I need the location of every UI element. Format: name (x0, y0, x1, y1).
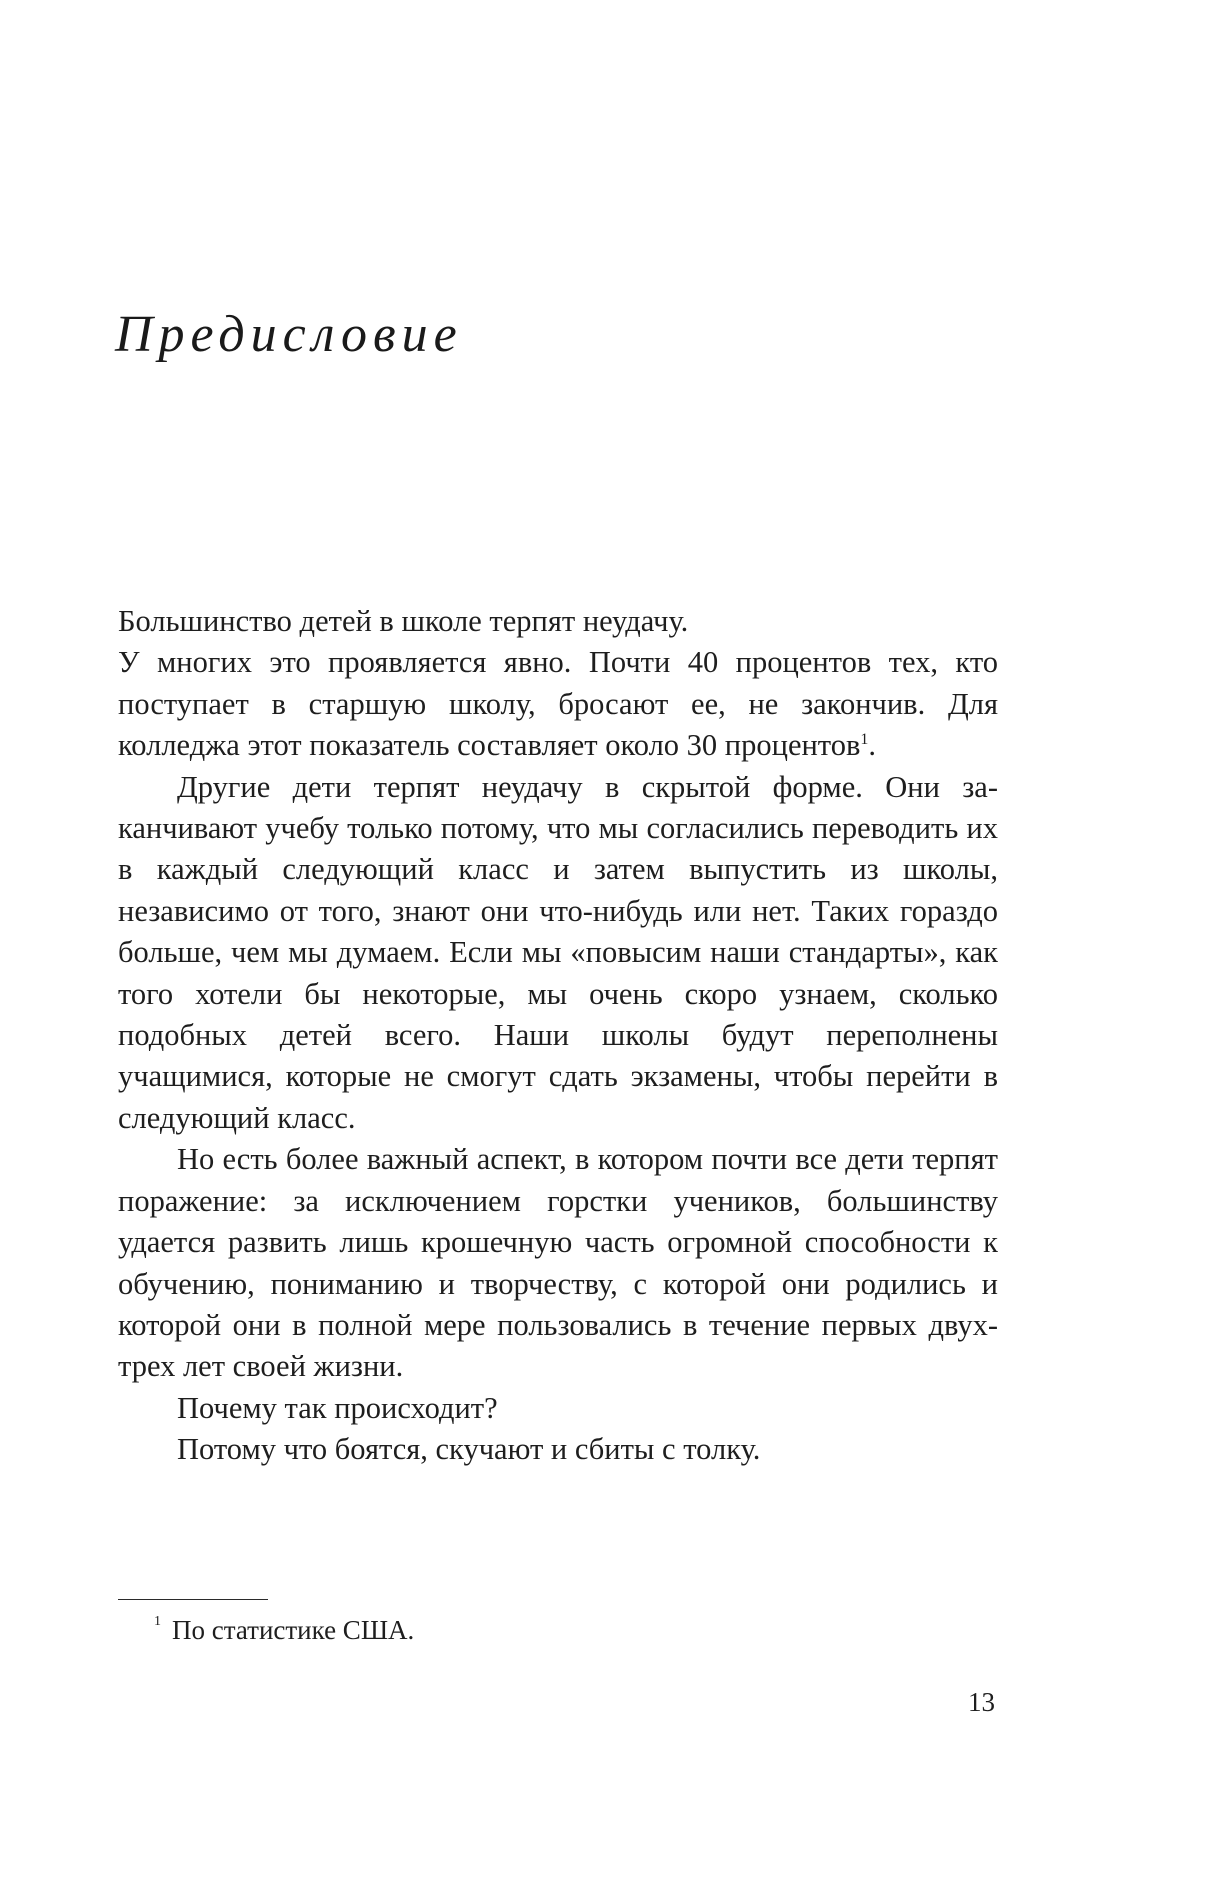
paragraph-text: Потому что боятся, скучают и сбиты с толку. (177, 1432, 761, 1467)
paragraph-text: Большинство детей в школе терпят неудачу. (118, 604, 689, 638)
footnote-mark: 1 (154, 1614, 161, 1629)
footnote-text: По статистике США. (172, 1615, 415, 1645)
paragraph (118, 642, 998, 766)
chapter-title: Предисловие (115, 306, 463, 363)
paragraph (118, 767, 998, 1140)
paragraph-text: Но есть более важный аспект, в котором почти все дети терпят поражение: за исключением горстки учеников, большинству удается развить лишь крошечную часть огромной способности к обучению, пониманию и творчеству, с которой они родились и которой они в полной мере пользовались в течение первых двух-трех лет своей жизни. (118, 1142, 998, 1384)
paragraph (118, 1388, 998, 1429)
body-text (118, 601, 998, 1471)
paragraph-text: Другие дети терпят неудачу в скрытой форме. Они заканчивают учебу только потому, что мы согласились переводить их в каждый следующий класс и затем выпустить из школы, независимо от того, знают они что-нибудь или нет. Таких гораздо больше, чем мы думаем. Если мы «повысим наши стандарты», как того хотели бы некоторые, мы очень скоро узнаем, сколько подобных детей всего. Наши школы будут переполнены учащимися, которые не смогут сдать экзамены, чтобы перейти в следующий класс. (118, 769, 998, 1135)
paragraph-text: Почему так происходит? (177, 1390, 498, 1425)
paragraph (118, 1429, 998, 1470)
footnote (154, 1613, 415, 1647)
paragraph-text: У многих это проявляется явно. Почти 40 процентов тех, кто поступает в старшую школу, бросают ее, не закончив. Для колледжа этот показатель составляет около 30 процентов (118, 645, 998, 763)
paragraph (118, 1139, 998, 1387)
page-number: 13 (968, 1687, 995, 1717)
paragraph-text: . (868, 728, 877, 763)
paragraph (118, 601, 998, 642)
footnote-divider (118, 1599, 268, 1600)
footnote-reference: 1 (860, 731, 869, 749)
